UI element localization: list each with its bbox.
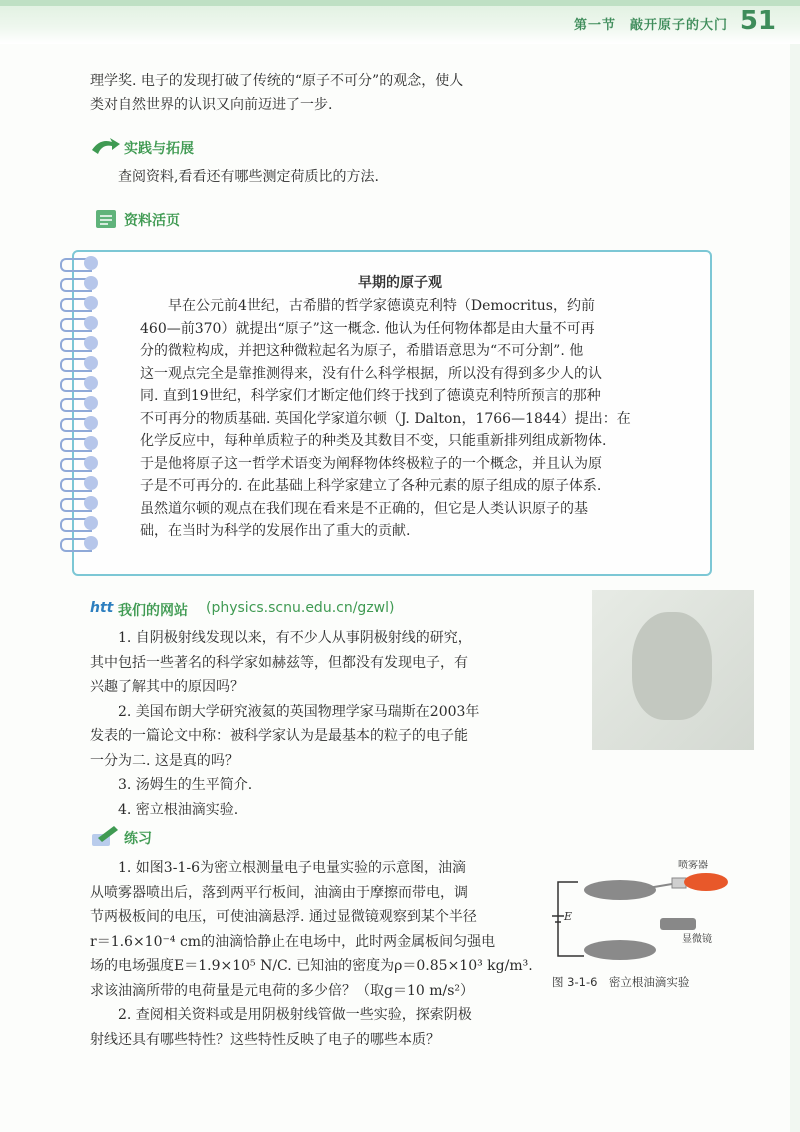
website-line: 4. 密立根油滴实验. xyxy=(90,801,239,818)
material-line: 分的微粒构成，并把这种微粒起名为原子，希腊语意思为“不可分割”. 他 xyxy=(140,343,584,359)
millikan-diagram xyxy=(548,860,758,990)
exercise-line: 1. 如图3-1-6为密立根测量电子电量实验的示意图，油滴 xyxy=(90,860,466,876)
exercise-line: r＝1.6×10⁻⁴ cm的油滴恰静止在电场中，此时两金属板间匀强电 xyxy=(90,933,496,950)
material-line: 础，在当时为科学的发展作出了重大的贡献. xyxy=(140,523,411,539)
material-line: 这一观点完全是靠推测得来，没有什么科学根据，所以没有得到多少人的认 xyxy=(140,365,602,382)
figure-caption: 图 3-1-6 密立根油滴实验 xyxy=(552,975,690,989)
practice-arrow-icon xyxy=(90,136,122,158)
material-line: 不可再分的物质基础. 英国化学家道尔顿（J. Dalton，1766—1844）提出：在 xyxy=(140,410,631,427)
exercise-line: 节两极板间的电压，可使油滴悬浮. 通过显微镜观察到某个半径 xyxy=(90,909,477,925)
website-line: 其中包括一些著名的科学家如赫兹等，但都没有发现电子，有 xyxy=(90,654,468,671)
material-line: 化学反应中，每种单质粒子的种类及其数目不变，只能重新排列组成新物体. xyxy=(140,433,607,449)
intro-line: 类对自然世界的认识又向前迈进了一步. xyxy=(90,97,333,113)
material-body xyxy=(140,295,688,543)
sprayer-label: 喷雾器 xyxy=(678,860,708,871)
material-line: 460—前370）就提出“原子”这一概念. 他认为任何物体都是由大量不可再 xyxy=(140,320,595,337)
sprayer-bulb xyxy=(684,873,728,891)
exercise-line: 从喷雾器喷出后，落到两平行板间，油滴由于摩擦而带电，调 xyxy=(90,884,468,901)
website-heading: 我们的网站 xyxy=(118,603,188,619)
microscope xyxy=(660,918,696,930)
material-heading: 资料活页 xyxy=(124,213,180,229)
website-line: 一分为二. 这是真的吗？ xyxy=(90,752,239,769)
website-line: 3. 汤姆生的生平简介. xyxy=(90,777,253,793)
material-line: 于是他将原子这一哲学术语变为阐释物体终极粒子的一个概念，并且认为原 xyxy=(140,455,602,472)
portrait-photo xyxy=(592,590,754,750)
practice-text: 查阅资料,看看还有哪些测定荷质比的方法. xyxy=(118,169,379,185)
website-body xyxy=(90,626,550,822)
website-line: 1. 自阴极射线发现以来，有不少人从事阴极射线的研究， xyxy=(90,630,472,646)
practice-heading: 实践与拓展 xyxy=(124,141,194,157)
spiral-binding xyxy=(60,258,92,568)
website-line: 2. 美国布朗大学研究液氦的英国物理学家马瑞斯在2003年 xyxy=(90,703,480,720)
website-url[interactable]: (physics.scnu.edu.cn/gzwl) xyxy=(206,600,395,616)
website-line: 兴趣了解其中的原因吗？ xyxy=(90,679,244,695)
website-prefix: htt xyxy=(90,600,114,616)
pencil-icon xyxy=(90,824,120,848)
website-line: 发表的一篇论文中称：被科学家认为是最基本的粒子的电子能 xyxy=(90,728,468,744)
microscope-label: 显微镜 xyxy=(682,934,712,945)
exercise-heading: 练习 xyxy=(124,831,152,847)
material-line: 子是不可再分的. 在此基础上科学家建立了各种元素的原子组成的原子体系. xyxy=(140,478,602,494)
chapter-title: 第一节 敲开原子的大门 xyxy=(573,18,728,33)
exercise-line: 求该油滴所带的电荷量是元电荷的多少倍？（取g＝10 m/s²） xyxy=(90,982,475,999)
intro-line: 理学奖. 电子的发现打破了传统的“原子不可分”的观念，使人 xyxy=(90,73,464,89)
material-line: 早在公元前4世纪，古希腊的哲学家德谟克利特（Democritus，约前 xyxy=(140,298,595,314)
field-label: E xyxy=(564,910,573,923)
exercise-line: 场的电场强度E＝1.9×10⁵ N/C. 已知油的密度为ρ＝0.85×10³ kg/m³. xyxy=(90,958,533,974)
upper-plate xyxy=(584,880,656,900)
exercise-line: 射线还具有哪些特性？这些特性反映了电子的哪些本质？ xyxy=(90,1031,440,1048)
exercise-body xyxy=(90,856,550,1052)
page-number: 51 xyxy=(739,6,776,36)
lower-plate xyxy=(584,940,656,960)
page-edge-strip xyxy=(790,44,800,1132)
exercise-line: 2. 查阅相关资料或是用阴极射线管做一些实验，探索阴极 xyxy=(90,1007,472,1023)
material-line: 同. 直到19世纪，科学家们才断定他们终于找到了德谟克利特所预言的那种 xyxy=(140,388,601,404)
notebook-icon xyxy=(94,208,118,230)
material-title: 早期的原子观 xyxy=(358,275,442,291)
material-line: 虽然道尔顿的观点在我们现在看来是不正确的，但它是人类认识原子的基 xyxy=(140,500,588,517)
